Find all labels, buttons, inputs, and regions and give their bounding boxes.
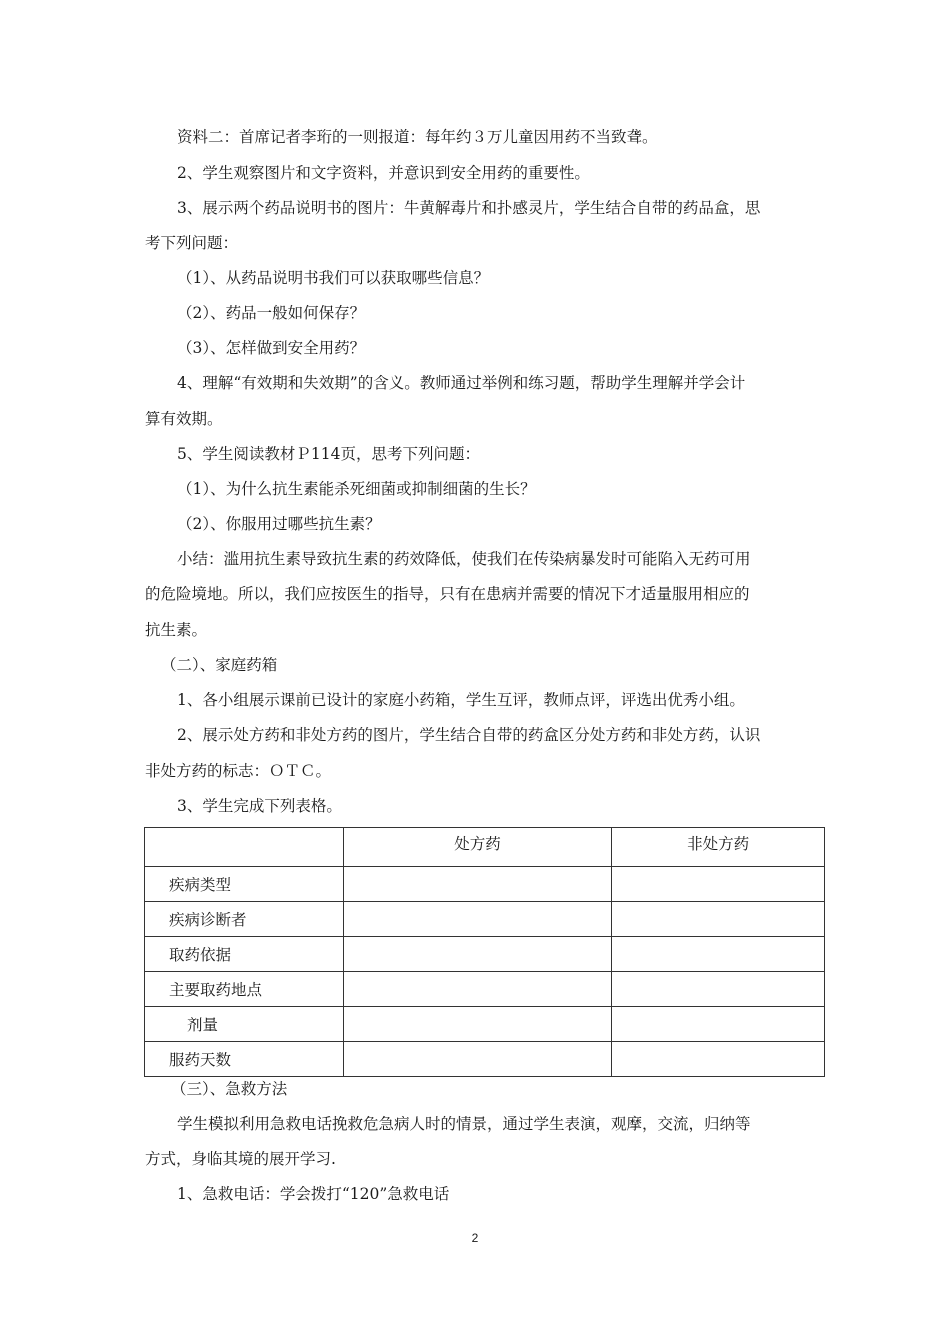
table-row (145, 867, 825, 902)
table-cell (343, 867, 612, 902)
paragraph: 5、学生阅读教材Ｐ114页，思考下列问题： (177, 445, 480, 463)
table-row (145, 1042, 825, 1077)
table-cell (612, 972, 825, 1007)
paragraph: 1、急救电话：学会拨打“120”急救电话 (177, 1185, 450, 1203)
table-cell (612, 1007, 825, 1042)
table-row (145, 972, 825, 1007)
table-cell (612, 867, 825, 902)
paragraph-continuation: 方式，身临其境的展开学习. (145, 1150, 336, 1168)
table-row (145, 1007, 825, 1042)
prescription-comparison-table (144, 827, 825, 1077)
table-row (145, 902, 825, 937)
table-cell (343, 937, 612, 972)
question-item: （3）、怎样做到安全用药？ (177, 339, 366, 357)
row-label: 疾病诊断者 (145, 902, 344, 937)
question-item: （2）、你服用过哪些抗生素？ (177, 515, 381, 533)
paragraph-continuation: 考下列问题： (145, 234, 239, 252)
table-cell (612, 902, 825, 937)
paragraph: 资料二：首席记者李珩的一则报道：每年约３万儿童因用药不当致聋。 (177, 128, 658, 146)
section-heading: （二）、家庭药箱 (161, 656, 278, 674)
paragraph: 2、展示处方药和非处方药的图片，学生结合自带的药盒区分处方药和非处方药，认识 (177, 726, 761, 744)
table-row (145, 937, 825, 972)
row-label: 取药依据 (145, 937, 344, 972)
section-heading: （三）、急救方法 (171, 1080, 288, 1098)
question-item: （1）、为什么抗生素能杀死细菌或抑制细菌的生长？ (177, 480, 536, 498)
table-header-cell (145, 828, 344, 867)
paragraph: 3、展示两个药品说明书的图片：牛黄解毒片和扑感灵片，学生结合自带的药品盒，思 (177, 199, 761, 217)
summary-continuation: 的危险境地。所以，我们应按医生的指导，只有在患病并需要的情况下才适量服用相应的 (145, 585, 750, 603)
paragraph: 3、学生完成下列表格。 (177, 797, 342, 815)
paragraph: 2、学生观察图片和文字资料，并意识到安全用药的重要性。 (177, 164, 590, 182)
summary-continuation: 抗生素。 (145, 621, 208, 639)
table-cell (343, 972, 612, 1007)
row-label: 主要取药地点 (145, 972, 344, 1007)
table-cell (343, 1042, 612, 1077)
table-header-row (145, 828, 825, 867)
question-item: （1）、从药品说明书我们可以获取哪些信息？ (177, 269, 490, 287)
paragraph: 学生模拟利用急救电话挽救危急病人时的情景，通过学生表演，观摩，交流，归纳等 (177, 1115, 751, 1133)
paragraph: 4、理解“有效期和失效期”的含义。教师通过举例和练习题，帮助学生理解并学会计 (177, 374, 746, 392)
table-header-cell: 处方药 (343, 828, 612, 867)
table-cell (343, 902, 612, 937)
table-cell (612, 1042, 825, 1077)
table-cell (612, 937, 825, 972)
summary-paragraph: 小结：滥用抗生素导致抗生素的药效降低，使我们在传染病暴发时可能陷入无药可用 (177, 550, 751, 568)
question-item: （2）、药品一般如何保存？ (177, 304, 366, 322)
row-label: 疾病类型 (145, 867, 344, 902)
table-header-cell: 非处方药 (612, 828, 825, 867)
row-label: 剂量 (145, 1007, 344, 1042)
paragraph-continuation: 非处方药的标志：ＯＴＣ。 (145, 762, 332, 780)
paragraph-continuation: 算有效期。 (145, 410, 223, 428)
page-number: 2 (471, 1231, 479, 1245)
row-label: 服药天数 (145, 1042, 344, 1077)
paragraph: 1、各小组展示课前已设计的家庭小药箱，学生互评，教师点评，评选出优秀小组。 (177, 691, 745, 709)
table-cell (343, 1007, 612, 1042)
